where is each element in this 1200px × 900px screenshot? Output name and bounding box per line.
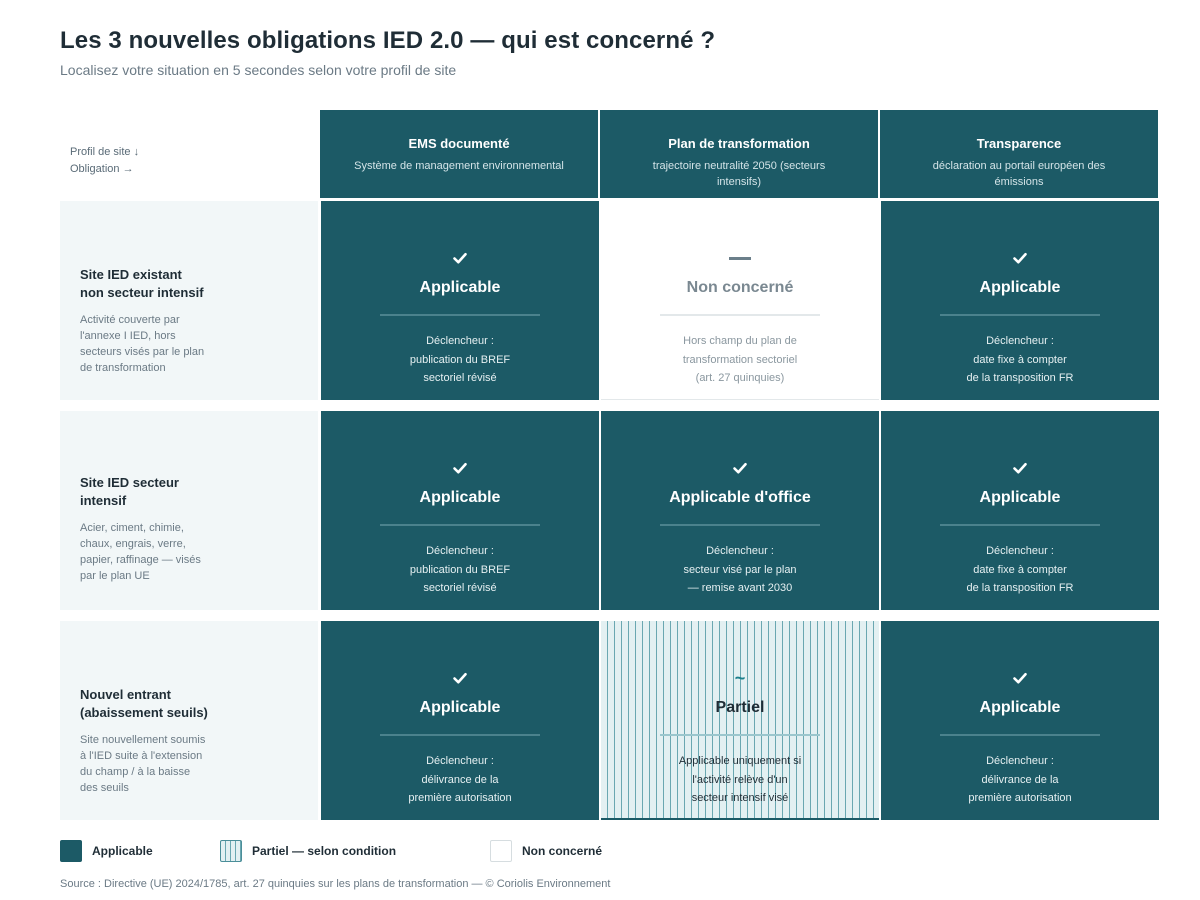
legend: [60, 840, 1160, 862]
column-header-desc: Système de management environnemental: [354, 160, 564, 172]
legend-label: Non concerné: [522, 844, 603, 858]
trigger-detail: [641, 332, 839, 388]
trigger-line: première autorisation: [968, 792, 1072, 804]
cell-divider: [940, 734, 1100, 736]
trigger-line: l'activité relève d'un: [692, 773, 788, 786]
status-label: Applicable: [979, 699, 1061, 716]
trigger-detail: [921, 542, 1119, 598]
trigger-line: de la transposition FR: [966, 372, 1074, 384]
legend-item-applicable: [60, 840, 153, 862]
trigger-line: Hors champ du plan de: [683, 335, 797, 347]
matrix-cell-applicable: [601, 411, 879, 610]
column-header-transparence: [880, 110, 1158, 198]
check-icon: [732, 460, 748, 476]
trigger-line: publication du BREF: [409, 353, 511, 366]
cell-divider: [660, 314, 820, 316]
row-header-title: Site IED secteur intensif: [80, 475, 179, 508]
trigger-line: date fixe à compter: [973, 353, 1067, 366]
column-axis-label: Obligation →: [70, 163, 134, 175]
trigger-line: (art. 27 quinquies): [695, 372, 785, 384]
row-header-desc: Activité couverte par l'annexe I IED, hors secteurs visés par le plan de transformation: [80, 314, 205, 374]
status-label: Partiel: [715, 699, 765, 716]
status-symbol: [601, 457, 879, 479]
trigger-line: délivrance de la: [981, 773, 1059, 786]
column-header-desc: trajectoire neutralité 2050 (secteurs intensifs): [652, 160, 826, 188]
matrix-cell-applicable: [881, 411, 1159, 610]
check-icon: [1012, 250, 1028, 266]
axis-corner-label: [70, 144, 139, 178]
legend-item-partial: [220, 840, 396, 862]
trigger-line: date fixe à compter: [973, 563, 1067, 576]
status-label: Applicable: [419, 699, 501, 716]
status-label: Applicable d'office: [669, 489, 811, 506]
trigger-detail: [641, 542, 839, 598]
row-header-existing-site: [60, 201, 318, 400]
legend-swatch-na: [490, 840, 512, 862]
matrix-cell-applicable: [881, 621, 1159, 820]
trigger-line: secteur intensif visé: [691, 792, 789, 804]
column-header-ems: [320, 110, 598, 198]
legend-swatch-partial: [220, 840, 242, 862]
trigger-line: de la transposition FR: [966, 582, 1074, 594]
check-icon: [452, 670, 468, 686]
status-label: Applicable: [419, 489, 501, 506]
trigger-line: transformation sectoriel: [682, 353, 798, 366]
obligation-matrix: [60, 110, 1160, 820]
trigger-line: première autorisation: [408, 792, 512, 804]
dash-icon: [729, 257, 751, 260]
row-axis-label: Profil de site ↓: [70, 146, 140, 158]
trigger-detail: [921, 332, 1119, 388]
row-header-new-entrant: [60, 621, 318, 820]
column-header-title: Plan de transformation: [668, 136, 810, 151]
trigger-line: Déclencheur :: [986, 755, 1054, 767]
status-label: Non concerné: [686, 279, 794, 296]
trigger-line: Déclencheur :: [426, 335, 494, 347]
check-icon: [1012, 460, 1028, 476]
check-icon: [452, 250, 468, 266]
legend-item-na: [490, 840, 602, 862]
status-symbol: [881, 667, 1159, 689]
trigger-line: Déclencheur :: [426, 545, 494, 557]
column-header-desc: déclaration au portail européen des émissions: [932, 160, 1106, 188]
trigger-line: Déclencheur :: [986, 545, 1054, 557]
cell-divider: [380, 734, 540, 736]
row-header-title: Nouvel entrant (abaissement seuils): [80, 687, 208, 720]
trigger-line: délivrance de la: [421, 773, 499, 786]
cell-divider: [380, 314, 540, 316]
status-symbol: [321, 667, 599, 689]
check-icon: [1012, 670, 1028, 686]
legend-swatch-applicable: [60, 840, 82, 862]
trigger-detail: [641, 752, 839, 808]
source-note: Source : Directive (UE) 2024/1785, art. 27 quinquies sur les plans de transformation — © Coriolis Environnement: [60, 878, 611, 890]
matrix-cell-applicable: [881, 201, 1159, 400]
status-label: Applicable: [979, 489, 1061, 506]
status-symbol: [881, 247, 1159, 269]
status-symbol: [601, 247, 879, 269]
trigger-detail: [361, 332, 559, 388]
trigger-detail: [361, 752, 559, 808]
page-subtitle: Localisez votre situation en 5 secondes selon votre profil de site: [60, 62, 457, 78]
matrix-cell-na: [601, 201, 879, 400]
status-symbol: [881, 457, 1159, 479]
trigger-line: publication du BREF: [409, 563, 511, 576]
legend-label: Applicable: [92, 844, 153, 858]
trigger-detail: [361, 542, 559, 598]
cell-divider: [660, 734, 820, 736]
trigger-line: Applicable uniquement si: [678, 755, 802, 767]
column-header-title: Transparence: [976, 136, 1062, 151]
check-icon: [452, 460, 468, 476]
tilde-icon: ~: [734, 668, 746, 688]
legend-label: Partiel — selon condition: [252, 844, 397, 858]
matrix-cell-partial: [601, 621, 879, 820]
status-symbol: [601, 667, 879, 689]
status-symbol: [321, 247, 599, 269]
column-header-plan: [600, 110, 878, 198]
trigger-line: Déclencheur :: [706, 545, 774, 557]
status-label: Applicable: [419, 279, 501, 296]
status-label: Applicable: [979, 279, 1061, 296]
cell-divider: [940, 524, 1100, 526]
column-header-title: EMS documenté: [408, 136, 510, 151]
status-symbol: [321, 457, 599, 479]
trigger-detail: [921, 752, 1119, 808]
row-header-intensive-site: [60, 411, 318, 610]
page-title: Les 3 nouvelles obligations IED 2.0 — qui est concerné ?: [60, 27, 716, 54]
cell-divider: [660, 524, 820, 526]
row-header-desc: Acier, ciment, chimie, chaux, engrais, verre, papier, raffinage — visés par le plan UE: [80, 522, 201, 582]
cell-divider: [940, 314, 1100, 316]
matrix-cell-applicable: [321, 621, 599, 820]
row-header-desc: Site nouvellement soumis à l'IED suite à l'extension du champ / à la baisse des seuils: [80, 734, 206, 794]
trigger-line: sectoriel révisé: [423, 582, 497, 594]
trigger-line: secteur visé par le plan: [683, 563, 797, 576]
trigger-line: Déclencheur :: [426, 755, 494, 767]
matrix-cell-applicable: [321, 411, 599, 610]
matrix-cell-applicable: [321, 201, 599, 400]
trigger-line: sectoriel révisé: [423, 372, 497, 384]
row-header-title: Site IED existant non secteur intensif: [80, 267, 204, 300]
cell-divider: [380, 524, 540, 526]
trigger-line: — remise avant 2030: [687, 582, 793, 594]
trigger-line: Déclencheur :: [986, 335, 1054, 347]
